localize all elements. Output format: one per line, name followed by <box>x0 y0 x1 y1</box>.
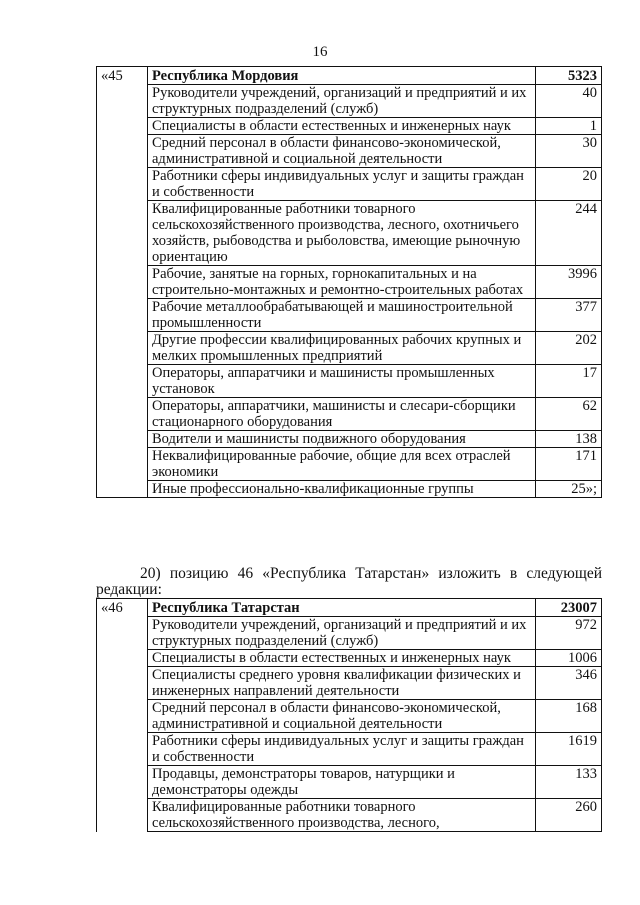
region-total: 23007 <box>536 599 602 617</box>
occupation-name: Другие профессии квалифицированных рабочих крупных и мелких промышленных предприятий <box>148 332 536 365</box>
table-row <box>97 667 602 700</box>
table-row <box>97 650 602 667</box>
occupation-quota: 30 <box>536 135 602 168</box>
occupation-name: Работники сферы индивидуальных услуг и защиты граждан и собственности <box>148 168 536 201</box>
occupation-quota: 346 <box>536 667 602 700</box>
amendment-line-1: 20) позицию 46 «Республика Татарстан» изложить в следующей <box>140 565 602 582</box>
occupation-name: Руководители учреждений, организаций и предприятий и их структурных подразделений (служб) <box>148 85 536 118</box>
table-45-header-row <box>97 67 602 85</box>
occupation-name: Квалифицированные работники товарного сельскохозяйственного производства, лесного, охотничьего хозяйств, рыбоводства и рыболовства, имеющие рыночную ориентацию <box>148 201 536 266</box>
table-46-header-row <box>97 599 602 617</box>
occupation-name: Иные профессионально-квалификационные группы <box>148 481 536 498</box>
table-46-body <box>97 599 602 832</box>
occupation-quota: 62 <box>536 398 602 431</box>
table-row <box>97 398 602 431</box>
occupation-name: Операторы, аппаратчики и машинисты промышленных установок <box>148 365 536 398</box>
page-number: 16 <box>312 44 328 60</box>
quota-table-45 <box>96 66 602 498</box>
occupation-quota: 1 <box>536 118 602 135</box>
table-row <box>97 135 602 168</box>
occupation-name: Руководители учреждений, организаций и предприятий и их структурных подразделений (служб) <box>148 617 536 650</box>
table-45-body <box>97 67 602 498</box>
occupation-name: Специалисты в области естественных и инженерных наук <box>148 650 536 667</box>
occupation-quota: 244 <box>536 201 602 266</box>
occupation-name: Специалисты среднего уровня квалификации физических и инженерных направлений деятельности <box>148 667 536 700</box>
occupation-name: Средний персонал в области финансово-экономической, административной и социальной деятельности <box>148 135 536 168</box>
occupation-quota: 138 <box>536 431 602 448</box>
table-row <box>97 431 602 448</box>
table-row <box>97 332 602 365</box>
occupation-quota: 17 <box>536 365 602 398</box>
position-number: «46 <box>97 599 148 617</box>
table-row <box>97 700 602 733</box>
occupation-quota: 377 <box>536 299 602 332</box>
table-row <box>97 118 602 135</box>
table-row <box>97 168 602 201</box>
occupation-quota: 25»; <box>536 481 602 498</box>
occupation-quota: 168 <box>536 700 602 733</box>
position-number: «45 <box>97 67 148 85</box>
occupation-quota: 40 <box>536 85 602 118</box>
occupation-quota: 1619 <box>536 733 602 766</box>
occupation-quota: 133 <box>536 766 602 799</box>
amendment-paragraph <box>96 566 602 598</box>
table-row <box>97 766 602 799</box>
occupation-name: Рабочие, занятые на горных, горнокапитальных и на строительно-монтажных и ремонтно-строительных работах <box>148 266 536 299</box>
occupation-name: Работники сферы индивидуальных услуг и защиты граждан и собственности <box>148 733 536 766</box>
amendment-line-2: редакции: <box>96 581 162 598</box>
region-total: 5323 <box>536 67 602 85</box>
table-row <box>97 481 602 498</box>
occupation-name: Средний персонал в области финансово-экономической, административной и социальной деятельности <box>148 700 536 733</box>
region-name: Республика Татарстан <box>148 599 536 617</box>
occupation-quota: 20 <box>536 168 602 201</box>
occupation-name: Водители и машинисты подвижного оборудования <box>148 431 536 448</box>
occupation-quota: 1006 <box>536 650 602 667</box>
occupation-quota: 260 <box>536 799 602 832</box>
occupation-name: Операторы, аппаратчики, машинисты и слесари-сборщики стационарного оборудования <box>148 398 536 431</box>
occupation-name: Квалифицированные работники товарного сельскохозяйственного производства, лесного, <box>148 799 536 832</box>
occupation-name: Продавцы, демонстраторы товаров, натурщики и демонстраторы одежды <box>148 766 536 799</box>
table-row <box>97 617 602 650</box>
table-row <box>97 448 602 481</box>
table-row <box>97 799 602 832</box>
table-row <box>97 299 602 332</box>
occupation-quota: 3996 <box>536 266 602 299</box>
occupation-quota: 171 <box>536 448 602 481</box>
region-name: Республика Мордовия <box>148 67 536 85</box>
occupation-name: Специалисты в области естественных и инженерных наук <box>148 118 536 135</box>
occupation-name: Неквалифицированные рабочие, общие для всех отраслей экономики <box>148 448 536 481</box>
table-row <box>97 266 602 299</box>
table-row <box>97 85 602 118</box>
occupation-quota: 202 <box>536 332 602 365</box>
table-row <box>97 365 602 398</box>
table-row <box>97 201 602 266</box>
table-row <box>97 733 602 766</box>
occupation-quota: 972 <box>536 617 602 650</box>
quota-table-46 <box>96 598 602 832</box>
occupation-name: Рабочие металлообрабатывающей и машиностроительной промышленности <box>148 299 536 332</box>
